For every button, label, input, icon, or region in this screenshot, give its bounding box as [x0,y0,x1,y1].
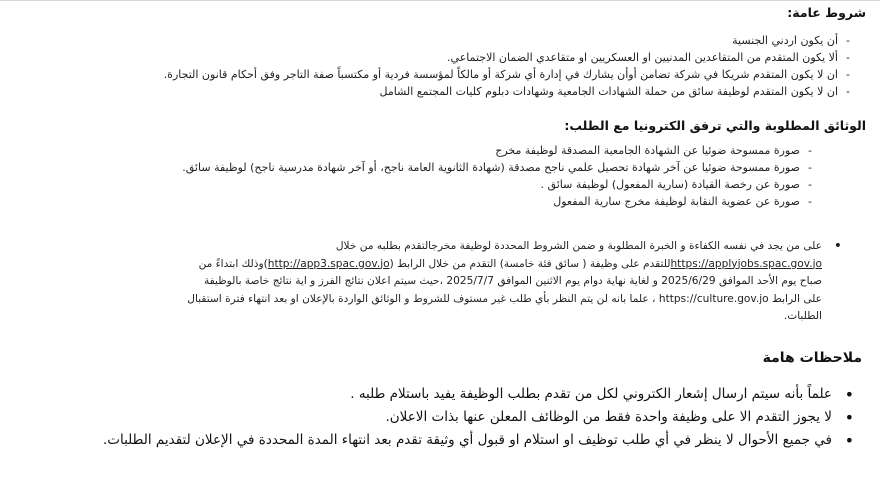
condition-item: -ان لا يكون المتقدم لوظيفة سائق من حملة الشهادات الجامعية وشهادات دبلوم كليات المجتمع الشامل [379,85,850,98]
applyjobs-link[interactable]: https://applyjobs.spac.gov.jo [670,257,822,270]
paragraph-line-5: الطلبات. [783,310,822,322]
general-notes-list [103,383,854,452]
note-item: • علماً بأنه سيتم ارسال إشعار الكتروني لكل من تقدم بطلب الوظيفة يفيد باستلام طلبه . [350,385,854,404]
general-conditions-heading: شروط عامة: [787,5,866,20]
general-notes-heading: ملاحظات هامة [762,350,862,366]
note-item: • لا يجوز التقدم الا على وظيفة واحدة فقط من الوظائف المعلن عنها بذات الاعلان. [385,408,854,427]
document-item: -صورة ممسوحة ضوئيا عن الشهادة الجامعية المصدقة لوظيفة مخرج [495,144,812,157]
bullet-icon: • [833,238,842,254]
app3-link[interactable]: http://app3.spac.gov.jo [267,257,390,270]
paragraph-line-2: https://applyjobs.spac.gov.joللتقدم على وظيفة ( سائق فئة خامسة) التقدم من خلال الرابط (http://app3.spac.gov.jo)وذلك ابتداءً من [198,257,822,270]
condition-item: -ألا يكون المتقدم من المتقاعدين المدنيين او العسكريين او متقاعدي الضمان الاجتماعي. [447,51,850,64]
document-item: -صورة ممسوحة ضوئيا عن آخر شهادة تحصيل علمي ناجح مصدقة (شهادة الثانوية العامة ناجح، أو آخر شهادة مدرسية ناجح) لوظيفة سائق. [182,161,812,174]
condition-item: -أن يكون اردني الجنسية [732,34,850,47]
bullet-icon: • [844,385,854,404]
document-item: -صورة عن عضوية النقابة لوظيفة مخرج سارية المفعول [553,195,812,208]
application-paragraph [77,238,842,326]
paragraph-line-4: على الرابط https://culture.gov.jo ، علما بانه لن يتم النظر بأي طلب غير مستوف للشروط و الوثائق الواردة بالإعلان او بعد انتهاء فترة استقبال [187,292,822,305]
condition-item: -ان لا يكون المتقدم شريكا في شركة تضامن أوأن يشارك في إدارة أي شركة أو مالكاً لمؤسسة فردية أو مكتسباً صفة التاجر وفق أحكام قانون التجارة. [163,68,850,81]
top-divider [0,0,880,1]
paragraph-line-3: صباح يوم الأحد الموافق 2025/6/29 و لغاية نهاية دوام يوم الاثنين الموافق 2025/7/7 ،حيث سيتم اعلان نتائج الفرز و اية نتائج خاصة بالوظيفة [203,275,822,287]
bullet-icon: • [844,408,854,427]
bullet-icon: • [844,431,854,450]
required-documents-list [182,142,812,210]
general-conditions-list [164,32,850,100]
document-item: -صورة عن رخصة القيادة (سارية المفعول) لوظيفة سائق . [540,178,812,191]
note-item: • في جميع الأحوال لا ينظر في أي طلب توظيف او استلام او قبول أي وثيقة تقدم بعد انتهاء المدة المحددة في الإعلان لتقديم الطلبات. [103,431,854,450]
required-documents-heading: الوثائق المطلوبة والتي ترفق الكترونيا مع الطلب: [564,118,866,133]
paragraph-line-1: على من يجد في نفسه الكفاءة و الخبرة المطلوبة و ضمن الشروط المحددة لوظيفة مخرجالتقدم بطلبه من خلال [335,240,822,252]
